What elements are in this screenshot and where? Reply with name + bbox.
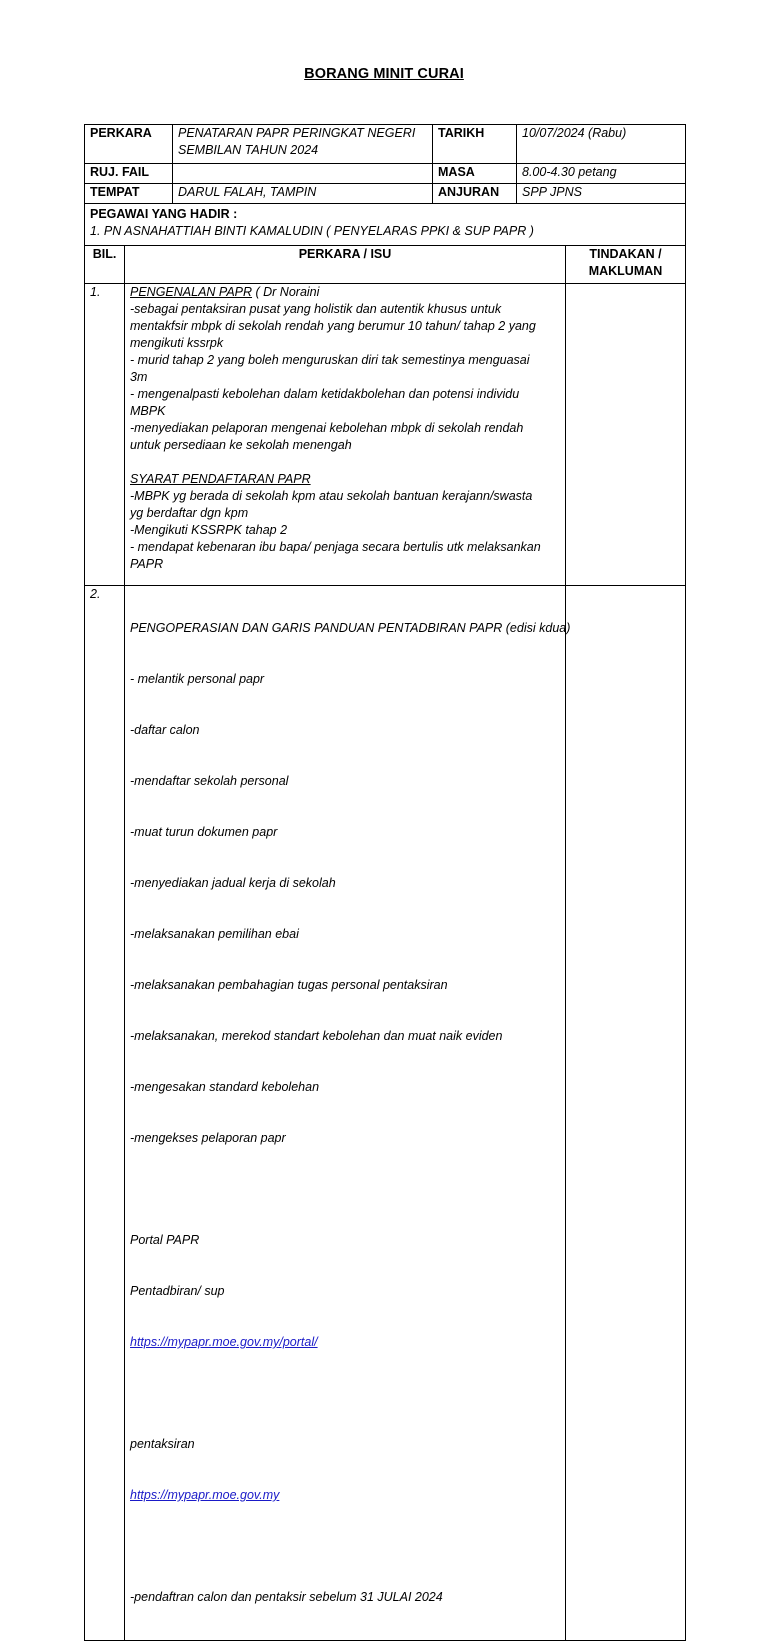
tarikh-label: TARIKH xyxy=(433,125,517,164)
tempat-label: TEMPAT xyxy=(85,184,173,204)
rujfail-label: RUJ. FAIL xyxy=(85,164,173,184)
row2-line-6: -melaksanakan pemilihan ebai xyxy=(130,927,299,941)
row2-line-4: -muat turun dokumen papr xyxy=(130,825,278,839)
row2-line-9: -mengesakan standard kebolehan xyxy=(130,1080,320,1094)
row2-line-5: -menyediakan jadual kerja di sekolah xyxy=(130,876,336,890)
pentaksiran-label: pentaksiran xyxy=(130,1437,195,1451)
pentaksiran-link[interactable]: https://mypapr.moe.gov.my xyxy=(130,1488,280,1502)
portal-sub: Pentadbiran/ sup xyxy=(130,1284,225,1298)
anjuran-value: SPP JPNS xyxy=(517,184,686,204)
portal-link[interactable]: https://mypapr.moe.gov.my/portal/ xyxy=(130,1335,318,1349)
row1-line2-3: -Mengikuti KSSRPK tahap 2 xyxy=(130,523,288,537)
row2-line-7: -melaksanakan pembahagian tugas personal pentaksiran xyxy=(130,978,448,992)
row1-bil: 1. xyxy=(85,284,125,586)
perkara-value xyxy=(173,125,433,164)
row1-heading-suffix: ( Dr Noraini xyxy=(252,285,320,299)
row1-line2-4: - mendapat kebenaran ibu bapa/ penjaga secara bertulis utk melaksankan xyxy=(130,540,541,554)
row2-bil: 2. xyxy=(85,586,125,1641)
document-title: BORANG MINIT CURAI xyxy=(304,66,464,82)
row1-line-2: mentakfsir mbpk di sekolah rendah yang berumur 10 tahun/ tahap 2 yang xyxy=(130,319,536,333)
row2-line-10: -mengekses pelaporan papr xyxy=(130,1131,286,1145)
row1-line-1: -sebagai pentaksiran pusat yang holistik dan autentik khusus untuk xyxy=(130,302,502,316)
table-row xyxy=(85,284,686,586)
anjuran-label: ANJURAN xyxy=(433,184,517,204)
table-row xyxy=(85,586,686,1641)
row1-line-3: mengikuti kssrpk xyxy=(130,336,224,350)
row1-line-8: -menyediakan pelaporan mengenai kebolehan mbpk di sekolah rendah xyxy=(130,421,524,435)
perkara-value-line-1: PENATARAN PAPR PERINGKAT NEGERI xyxy=(178,126,416,140)
pegawai-item-1: 1. PN ASNAHATTIAH BINTI KAMALUDIN ( PENYELARAS PPKI & SUP PAPR ) xyxy=(90,224,534,238)
header-tindakan xyxy=(566,246,686,284)
info-table xyxy=(84,124,686,246)
row1-heading: PENGENALAN PAPR xyxy=(130,285,253,299)
header-tindakan-line-1: TINDAKAN / xyxy=(589,247,662,261)
row2-line-8: -melaksanakan, merekod standart kebolehan dan muat naik eviden xyxy=(130,1029,503,1043)
row1-line2-1: -MBPK yg berada di sekolah kpm atau sekolah bantuan kerajann/swasta xyxy=(130,489,533,503)
row2-line-2: -daftar calon xyxy=(130,723,200,737)
row1-line2-5: PAPR xyxy=(130,557,164,571)
rujfail-value xyxy=(173,164,433,184)
row1-line-4: - murid tahap 2 yang boleh menguruskan diri tak semestinya menguasai xyxy=(130,353,530,367)
perkara-label: PERKARA xyxy=(85,125,173,164)
pegawai-label: PEGAWAI YANG HADIR : xyxy=(90,207,238,221)
masa-label: MASA xyxy=(433,164,517,184)
row1-line-5: 3m xyxy=(130,370,148,384)
row1-tindakan xyxy=(566,284,686,586)
row1-line-9: untuk persediaan ke sekolah menengah xyxy=(130,438,352,452)
header-tindakan-line-2: MAKLUMAN xyxy=(588,264,663,278)
row1-line-7: MBPK xyxy=(130,404,166,418)
row2-tindakan xyxy=(566,586,686,1641)
pegawai-cell xyxy=(85,204,686,246)
row2-heading: PENGOPERASIAN DAN GARIS PANDUAN PENTADBIRAN PAPR (edisi kdua) xyxy=(130,621,571,635)
row2-line-1: - melantik personal papr xyxy=(130,672,265,686)
row2-deadline: -pendaftran calon dan pentaksir sebelum 31 JULAI 2024 xyxy=(130,1590,443,1604)
header-perkara: PERKARA / ISU xyxy=(125,246,566,284)
perkara-value-line-2: SEMBILAN TAHUN 2024 xyxy=(178,143,319,157)
row1-content xyxy=(125,284,566,586)
row1-line-6: - mengenalpasti kebolehan dalam ketidakbolehan dan potensi individu xyxy=(130,387,520,401)
minutes-table xyxy=(84,245,686,1641)
row1-line2-2: yg berdaftar dgn kpm xyxy=(130,506,249,520)
tarikh-value: 10/07/2024 (Rabu) xyxy=(517,125,686,164)
header-bil: BIL. xyxy=(85,246,125,284)
portal-label: Portal PAPR xyxy=(130,1233,200,1247)
masa-value: 8.00-4.30 petang xyxy=(517,164,686,184)
row2-line-3: -mendaftar sekolah personal xyxy=(130,774,289,788)
row2-content xyxy=(125,586,571,1641)
tempat-value: DARUL FALAH, TAMPIN xyxy=(173,184,433,204)
row1-heading-2: SYARAT PENDAFTARAN PAPR xyxy=(130,472,311,486)
